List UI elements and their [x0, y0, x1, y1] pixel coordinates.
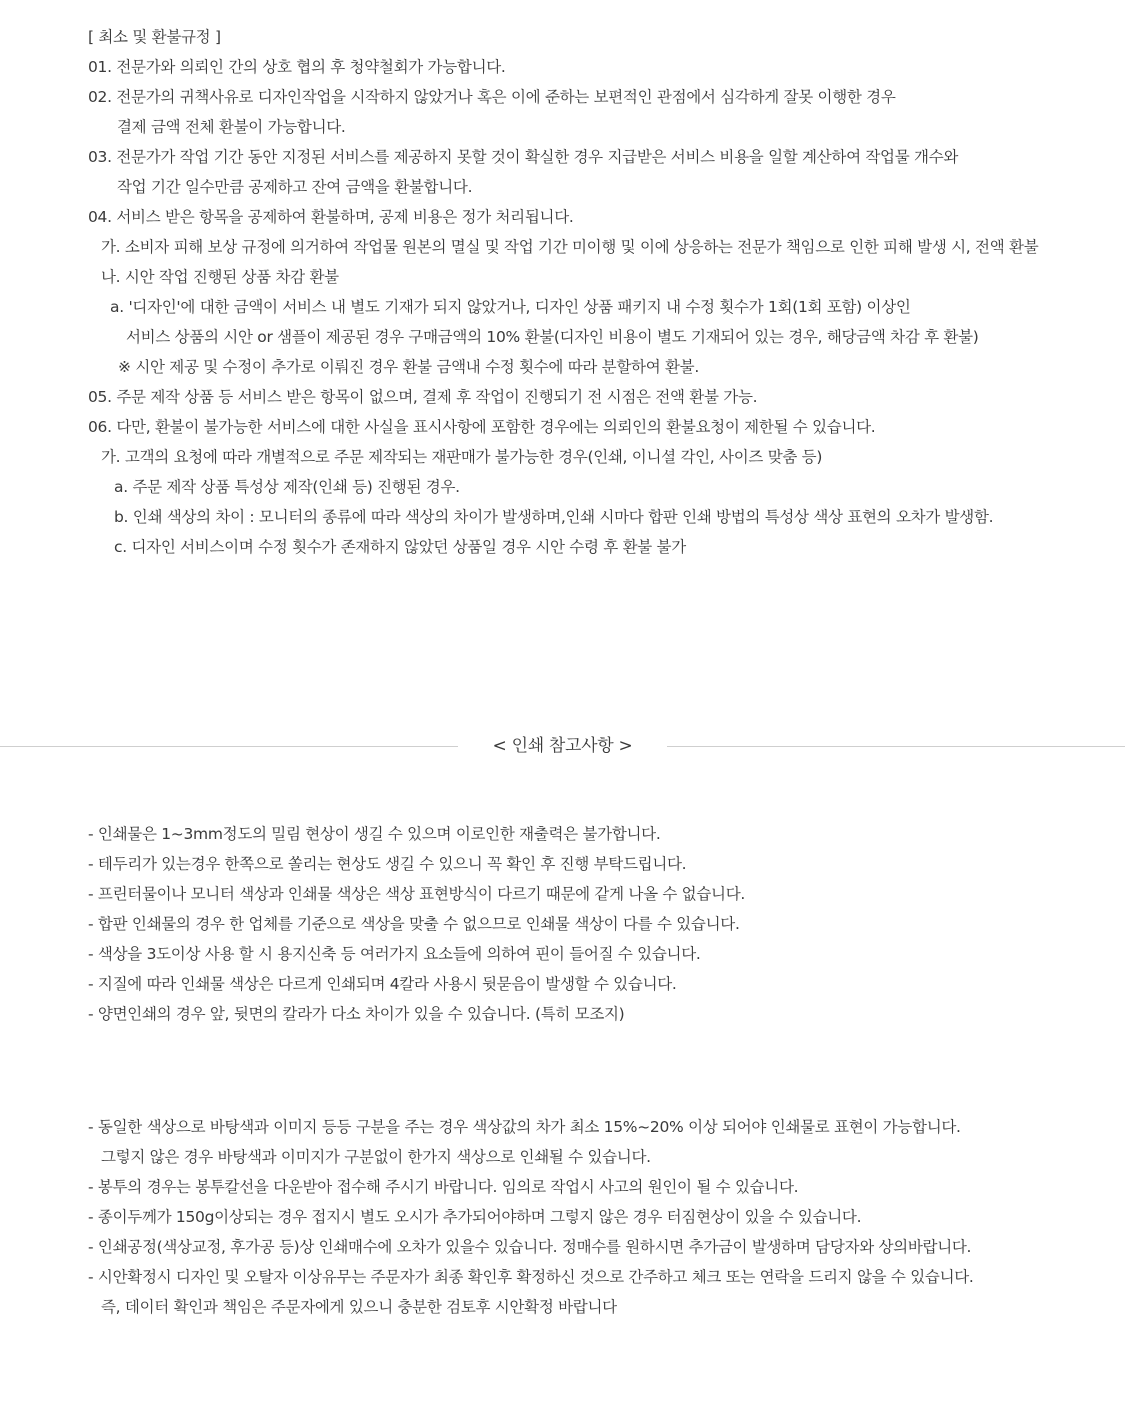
print-note: - 종이두께가 150g이상되는 경우 접지시 별도 오시가 추가되어야하며 그렇지 않은 경우 터짐현상이 있을 수 있습니다. [88, 1208, 862, 1226]
print-note-continued: 그렇지 않은 경우 바탕색과 이미지가 구분없이 한가지 색상으로 인쇄될 수 있습니다. [101, 1148, 651, 1166]
refund-item-04: 04. 서비스 받은 항목을 공제하여 환불하며, 공제 비용은 정가 처리됩니다. [88, 208, 574, 226]
refund-item-02-continued: 결제 금액 전체 환불이 가능합니다. [117, 118, 346, 136]
print-note: - 동일한 색상으로 바탕색과 이미지 등등 구분을 주는 경우 색상값의 차가 최소 15%~20% 이상 되어야 인쇄물로 표현이 가능합니다. [88, 1118, 961, 1136]
print-note: - 양면인쇄의 경우 앞, 뒷면의 칼라가 다소 차이가 있을 수 있습니다. (특히 모조지) [88, 1005, 625, 1023]
print-note: - 합판 인쇄물의 경우 한 업체를 기준으로 색상을 맞출 수 없으므로 인쇄물 색상이 다를 수 있습니다. [88, 915, 740, 933]
print-note: - 시안확정시 디자인 및 오탈자 이상유무는 주문자가 최종 확인후 확정하신 것으로 간주하고 체크 또는 연락을 드리지 않을 수 있습니다. [88, 1268, 974, 1286]
print-note: - 인쇄공정(색상교정, 후가공 등)상 인쇄매수에 오차가 있을수 있습니다. 정매수를 원하시면 추가금이 발생하며 담당자와 상의바랍니다. [88, 1238, 972, 1256]
print-note: - 지질에 따라 인쇄물 색상은 다르게 인쇄되며 4칼라 사용시 뒷묻음이 발생할 수 있습니다. [88, 975, 677, 993]
refund-item-02: 02. 전문가의 귀책사유로 디자인작업을 시작하지 않았거나 혹은 이에 준하는 보편적인 관점에서 심각하게 잘못 이행한 경우 [88, 88, 896, 106]
refund-item-06-ga-b: b. 인쇄 색상의 차이 : 모니터의 종류에 따라 색상의 차이가 발생하며,인쇄 시마다 합판 인쇄 방법의 특성상 색상 표현의 오차가 발생함. [114, 508, 994, 526]
refund-item-06-ga: 가. 고객의 요청에 따라 개별적으로 주문 제작되는 재판매가 불가능한 경우(인쇄, 이니셜 각인, 사이즈 맞춤 등) [101, 448, 823, 466]
refund-item-04-na-a: a. '디자인'에 대한 금액이 서비스 내 별도 기재가 되지 않았거나, 디자인 상품 패키지 내 수정 횟수가 1회(1회 포함) 이상인 [110, 298, 911, 316]
refund-item-03-continued: 작업 기간 일수만큼 공제하고 잔여 금액을 환불합니다. [117, 178, 473, 196]
refund-policy-heading: [ 최소 및 환불규정 ] [88, 28, 221, 46]
print-note: - 테두리가 있는경우 한쪽으로 쏠리는 현상도 생길 수 있으니 꼭 확인 후 진행 부탁드립니다. [88, 855, 687, 873]
print-notes-title: < 인쇄 참고사항 > [492, 736, 633, 756]
refund-item-05: 05. 주문 제작 상품 등 서비스 받은 항목이 없으며, 결제 후 작업이 진행되기 전 시점은 전액 환불 가능. [88, 388, 758, 406]
refund-item-04-na-a-continued: 서비스 상품의 시안 or 샘플이 제공된 경우 구매금액의 10% 환불(디자인 비용이 별도 기재되어 있는 경우, 해당금액 차감 후 환불) [126, 328, 979, 346]
print-note: - 색상을 3도이상 사용 할 시 용지신축 등 여러가지 요소들에 의하여 핀이 들어질 수 있습니다. [88, 945, 701, 963]
refund-item-06: 06. 다만, 환불이 불가능한 서비스에 대한 사실을 표시사항에 포함한 경우에는 의뢰인의 환불요청이 제한될 수 있습니다. [88, 418, 876, 436]
refund-item-04-na: 나. 시안 작업 진행된 상품 차감 환불 [101, 268, 339, 286]
refund-item-04-ga: 가. 소비자 피해 보상 규정에 의거하여 작업물 원본의 멸실 및 작업 기간 미이행 및 이에 상응하는 전문가 책임으로 인한 피해 발생 시, 전액 환불 [101, 238, 1039, 256]
refund-item-03: 03. 전문가가 작업 기간 동안 지정된 서비스를 제공하지 못할 것이 확실한 경우 지급받은 서비스 비용을 일할 계산하여 작업물 개수와 [88, 148, 959, 166]
refund-item-04-note: ※ 시안 제공 및 수정이 추가로 이뤄진 경우 환불 금액내 수정 횟수에 따라 분할하여 환불. [118, 358, 699, 376]
print-note: - 봉투의 경우는 봉투칼선을 다운받아 접수해 주시기 바랍니다. 임의로 작업시 사고의 원인이 될 수 있습니다. [88, 1178, 799, 1196]
refund-item-06-ga-a: a. 주문 제작 상품 특성상 제작(인쇄 등) 진행된 경우. [114, 478, 460, 496]
print-note: - 프린터물이나 모니터 색상과 인쇄물 색상은 색상 표현방식이 다르기 때문에 같게 나올 수 없습니다. [88, 885, 745, 903]
print-note-continued: 즉, 데이터 확인과 책임은 주문자에게 있으니 충분한 검토후 시안확정 바랍니다 [101, 1298, 617, 1316]
refund-item-06-ga-c: c. 디자인 서비스이며 수정 횟수가 존재하지 않았던 상품일 경우 시안 수령 후 환불 불가 [114, 538, 686, 556]
refund-item-01: 01. 전문가와 의뢰인 간의 상호 협의 후 청약철회가 가능합니다. [88, 58, 506, 76]
print-note: - 인쇄물은 1~3mm정도의 밀림 현상이 생길 수 있으며 이로인한 재출력은 불가합니다. [88, 825, 661, 843]
